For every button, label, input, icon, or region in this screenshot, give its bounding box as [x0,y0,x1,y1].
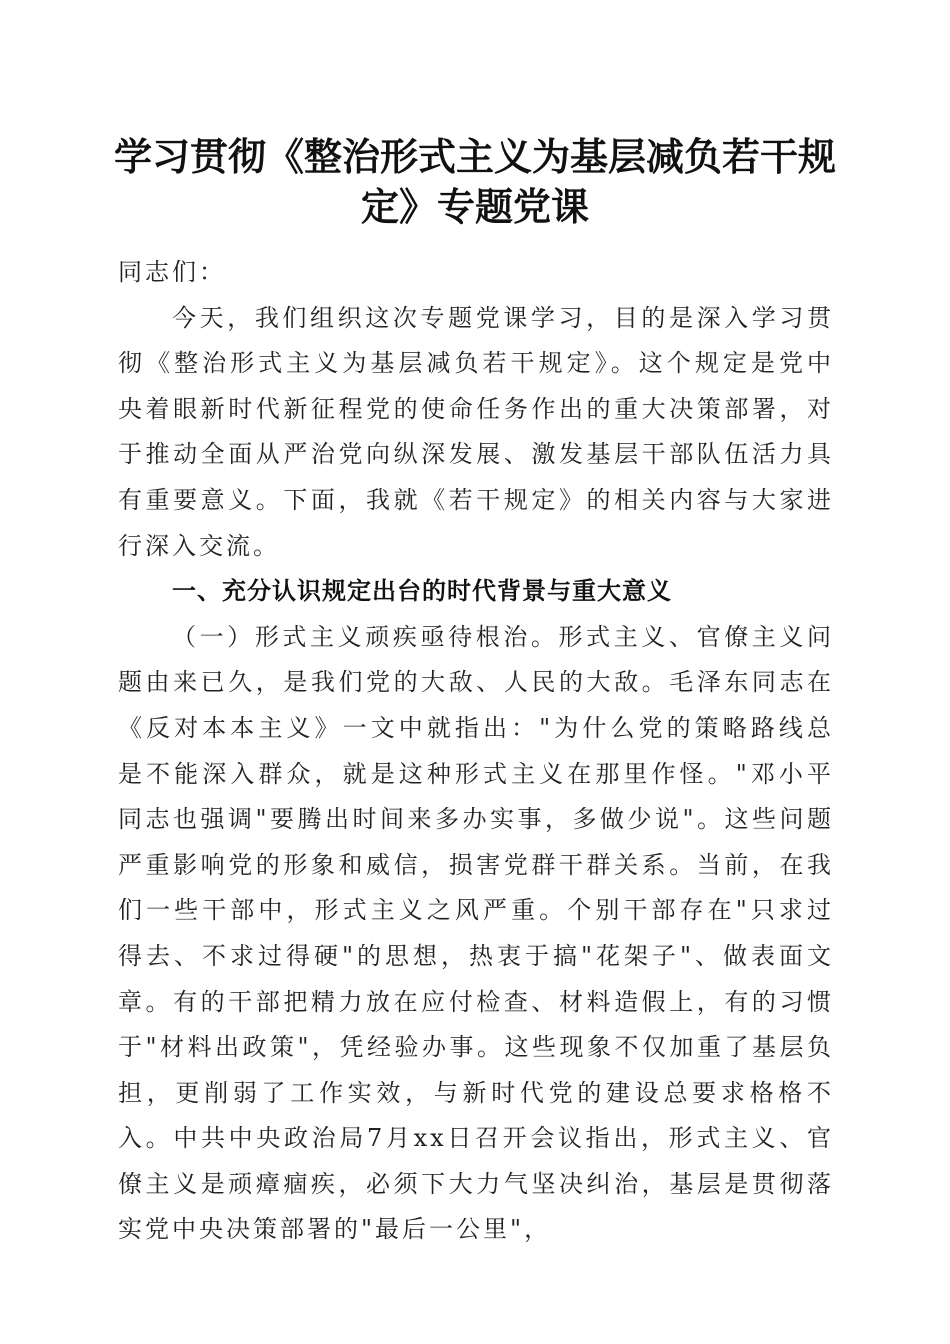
document-title: 学习贯彻《整治形式主义为基层减负若干规定》专题党课 [113,134,836,229]
section-heading: 一、充分认识规定出台的时代背景与重大意义 [172,577,672,606]
document-body [118,250,834,1253]
intro-paragraph: 今天，我们组织这次专题党课学习，目的是深入学习贯彻《整治形式主义为基层减负若干规定》。这个规定是党中央着眼新时代新征程党的使命任务作出的重大决策部署，对于推动全面从严治党向纵深发展、激发基层干部队伍活力具有重要意义。下面，我就《若干规定》的相关内容与大家进行深入交流。 [118,303,834,560]
salutation: 同志们： [118,258,226,286]
section-paragraph: （一）形式主义顽疾亟待根治。形式主义、官僚主义问题由来已久，是我们党的大敌、人民的大敌。毛泽东同志在《反对本本主义》一文中就指出："为什么党的策略路线总是不能深入群众，就是这种形式主义在那里作怪。"邓小平同志也强调"要腾出时间来多办实事，多做少说"。这些问题严重影响党的形象和威信，损害党群干群关系。当前，在我们一些干部中，形式主义之风严重。个别干部存在"只求过得去、不求过得硬"的思想，热衷于搞"花架子"、做表面文章。有的干部把精力放在应付检查、材料造假上，有的习惯于"材料出政策"，凭经验办事。这些现象不仅加重了基层负担，更削弱了工作实效，与新时代党的建设总要求格格不入。中共中央政治局7月xx日召开会议指出，形式主义、官僚主义是顽瘴痼疾，必须下大力气坚决纠治，基层是贯彻落实党中央决策部署的"最后一公里"， [118,622,834,1244]
